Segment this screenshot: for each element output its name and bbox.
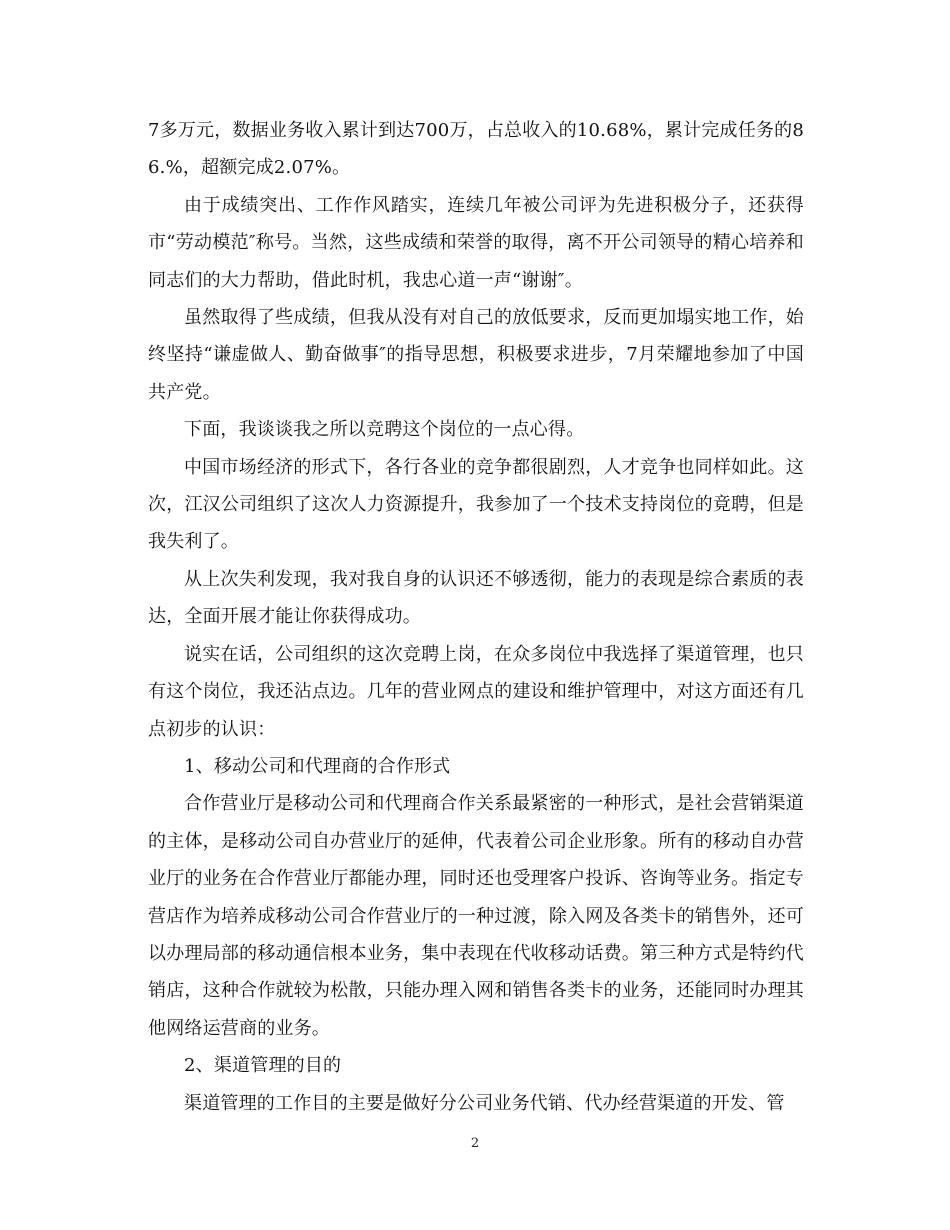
paragraph-lesson: 从上次失利发现，我对我自身的认识还不够透彻，能力的表现是综合素质的表达，全面开展才能让你获得成功。 [148,568,804,628]
paragraph-choice: 说实在话，公司组织的这次竞聘上岗，在众多岗位中我选择了渠道管理，也只有这个岗位，我还沾点边。几年的营业网点的建设和维护管理中，对这方面还有几点初步的认识： [148,643,804,740]
paragraph-cooperation-forms: 合作营业厅是移动公司和代理商合作关系最紧密的一种形式，是社会营销渠道的主体，是移动公司自办营业厅的延伸，代表着公司企业形象。所有的移动自办营业厅的业务在合作营业厅都能办理，同时还也受理客户投诉、咨询等业务。指定专营店作为培养成移动公司合作营业厅的一种过渡，除入网及各类卡的销售外，还可以办理局部的移动通信根本业务，集中表现在代收移动话费。第三种方式是特约代销店，这种合作就较为松散，只能办理入网和销售各类卡的业务，还能同时办理其他网络运营商的业务。 [148,793,804,1039]
paragraph-honors: 由于成绩突出、工作作风踏实，连续几年被公司评为先进积极分子，还获得市“劳动模范″称号。当然，这些成绩和荣誉的取得，离不开公司领导的精心培养和同志们的大力帮助，借此时机，我忠心道一声“谢谢″。 [148,194,804,291]
page-number: 2 [470,1136,480,1151]
section-heading-cooperation: 1、移动公司和代理商的合作形式 [184,755,451,777]
paragraph-revenue-summary: 7多万元，数据业务收入累计到达700万，占总收入的10.68%，累计完成任务的86.%，超额完成2.07%。 [148,120,804,179]
section-heading-channel-purpose: 2、渠道管理的目的 [184,1055,342,1077]
paragraph-channel-purpose: 渠道管理的工作目的主要是做好分公司业务代销、代办经营渠道的开发、管 [184,1092,785,1114]
paragraph-intro-insights: 下面，我谈谈我之所以竞聘这个岗位的一点心得。 [184,419,585,441]
page-body [148,112,804,1122]
paragraph-progress: 虽然取得了些成绩，但我从没有对自己的放低要求，反而更加塌实地工作，始终坚持“谦虚做人、勤奋做事″的指导思想，积极要求进步，7月荣耀地参加了中国共产党。 [148,307,804,403]
paragraph-competition: 中国市场经济的形式下，各行各业的竞争都很剧烈，人才竞争也同样如此。这次，江汉公司组织了这次人力资源提升，我参加了一个技术支持岗位的竟聘，但是我失利了。 [148,456,804,553]
